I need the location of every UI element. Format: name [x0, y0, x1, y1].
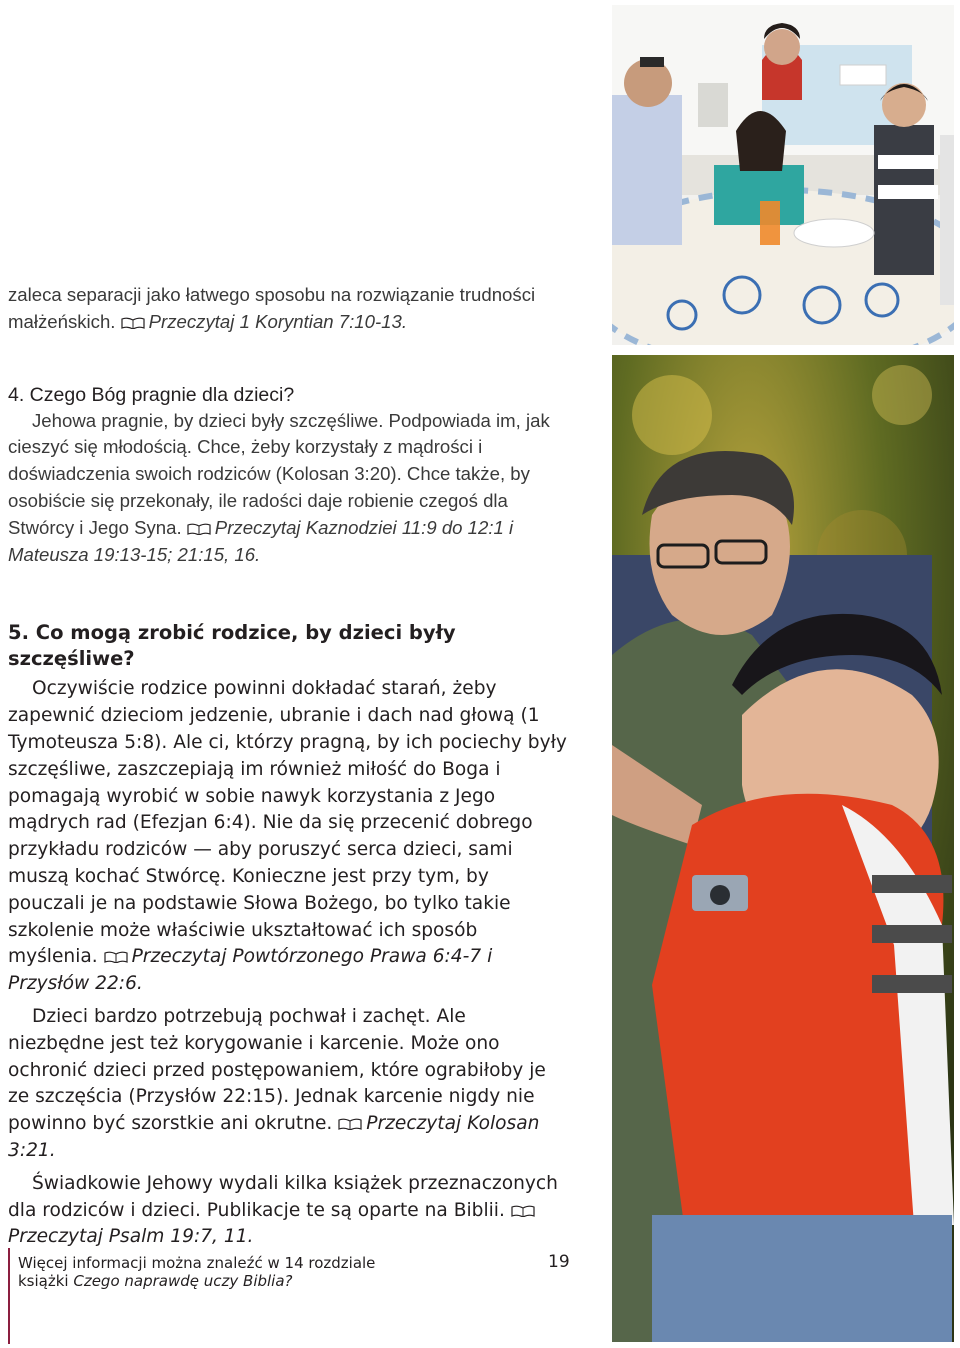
open-book-icon	[104, 951, 128, 963]
book-title-link[interactable]: Czego naprawdę uczy Biblia?	[73, 1272, 293, 1290]
page-number: 19	[548, 1252, 570, 1272]
section-5-paragraph-3: Świadkowie Jehowy wydali kilka książek przeznaczonych dla rodziców i dzieci. Publikacje te są oparte na Biblii. Przeczytaj Psalm 19:7, 11.	[8, 1172, 558, 1248]
open-book-icon	[338, 1118, 362, 1130]
section-4-heading: 4. Czego Bóg pragnie dla dzieci?	[8, 383, 295, 406]
read-reference[interactable]: Przeczytaj 1 Koryntian 7:10-13.	[121, 311, 407, 332]
read-reference[interactable]: Przeczytaj Psalm 19:7, 11.	[8, 1200, 539, 1248]
section-5-paragraph-1: Oczywiście rodzice powinni dokładać starań, żeby zapewnić dzieciom jedzenie, ubranie i dach nad głową (1 Tymoteusza 5:8). Ale ci, którzy pragną, by ich pociechy były szczęśliwe, zaszczepiają im również miłość do Boga i pomagają wyrobić w sobie nawyk korzystania z Jego mądrych rad (Efezjan 6:4). Nie da się przecenić dobrego przykładu rodziców — aby poruszyć serca dzieci, sami muszą kochać Stwórcę. Konieczne jest przy tym, by pouczali je na podstawie Słowa Bożego, bo tylko takie szkolenie może właściwie ukształtować ich sposób myślenia. Przeczytaj Powtórzonego Prawa 6:4-7 i Przysłów 22:6.	[8, 678, 567, 995]
intro-paragraph: zaleca separacji jako łatwego sposobu na rozwiązanie trudności małżeńskich. Przeczytaj 1 Koryntian 7:10-13.	[8, 284, 536, 332]
section-5-heading: 5. Co mogą zrobić rodzice, by dzieci były szczęśliwe?	[8, 621, 456, 671]
section-4-body: Jehowa pragnie, by dzieci były szczęśliwe. Podpowiada im, jak cieszyć się młodością. Chce, żeby korzystały z mądrości i doświadczenia swoich rodziców (Kolosan 3:20). Chce także, by osobiście się przekonały, ile radości daje robienie czegoś dla Stwórcy i Jego Syna. Przeczytaj Kaznodziei 11:9 do 12:1 i Mateusza 19:13-15; 21:15, 16.	[8, 409, 550, 565]
open-book-icon	[511, 1205, 535, 1217]
article-text	[8, 282, 568, 1251]
read-reference[interactable]: Przeczytaj Powtórzonego Prawa 6:4-7 i Przysłów 22:6.	[8, 946, 493, 995]
family-kitchen-photo	[612, 5, 954, 345]
section-5-paragraph-2: Dzieci bardzo potrzebują pochwał i zachęt. Ale niezbędne jest też korygowanie i karcenie. Może ono ochronić dzieci przed postępowaniem, które ograbiłoby je ze szczęścia (Przysłów 22:15). Jednak karcenie nigdy nie powinno być szorstkie ani okrutne. Przeczytaj Kolosan 3:21.	[8, 1005, 546, 1161]
footer-accent-rule	[8, 1248, 10, 1344]
open-book-icon	[187, 523, 211, 535]
open-book-icon	[121, 317, 145, 329]
footer-line-1: Więcej informacji można znaleźć w 14 rozdziale	[18, 1254, 376, 1272]
read-reference[interactable]: Przeczytaj Kolosan 3:21.	[8, 1113, 540, 1161]
footer-line-2: książki Czego naprawdę uczy Biblia?	[18, 1272, 293, 1290]
father-son-photo	[612, 355, 954, 1342]
footer-text	[18, 1254, 438, 1290]
read-reference[interactable]: Przeczytaj Kaznodziei 11:9 do 12:1 i Mateusza 19:13-15; 21:15, 16.	[8, 516, 514, 565]
